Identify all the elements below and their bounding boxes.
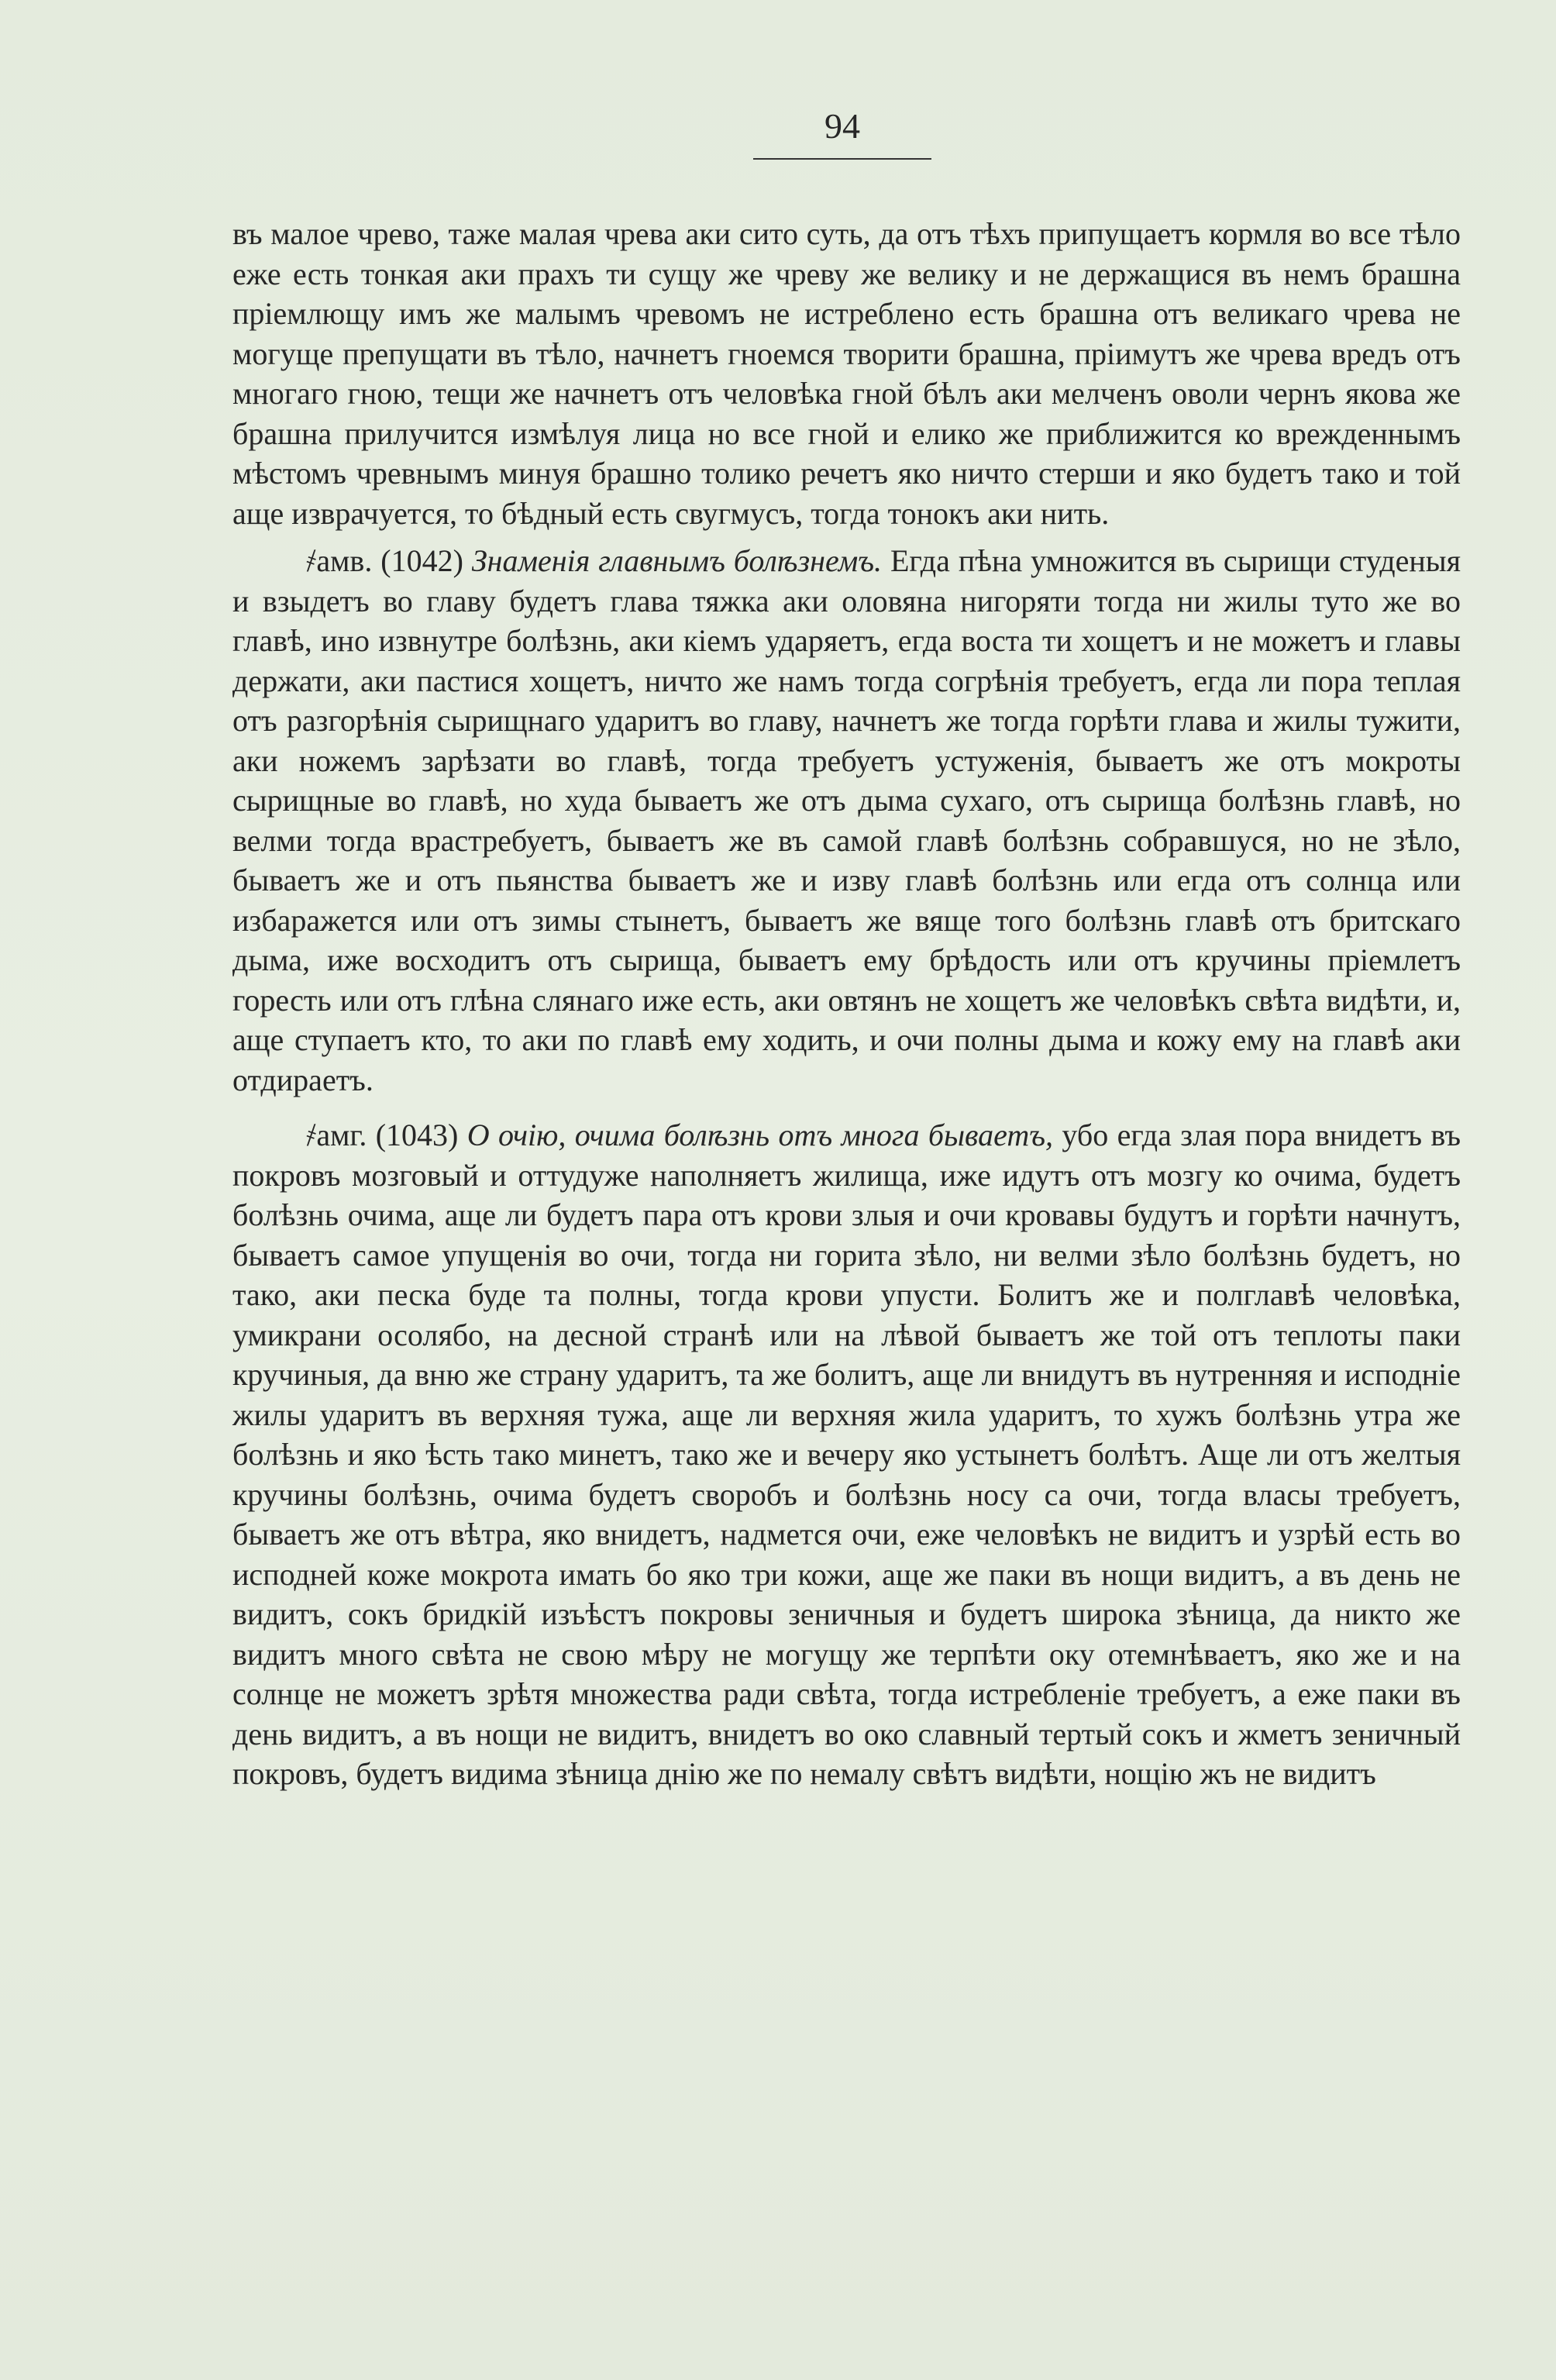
section-number: ҂амв. (1042) bbox=[306, 543, 463, 578]
paragraph-continued: въ малое чрево, таже малая чрева аки сито суть, да отъ тѣхъ припущаетъ кормля во все тѣло еже есть тонкая аки прахъ ти сущу же чреву же велику и не держащися въ немъ брашна пріемлющу имъ же малымъ чревомъ не истреблено есть брашна отъ великаго чрева не могуще препущати въ тѣло, начнетъ гноемся творити брашна, пріимутъ же чрева вредъ отъ многаго гною, тещи же начнетъ отъ человѣка гной бѣлъ аки мелченъ оволи чернъ якова же брашна прилучится измѣлуя лица но все гной и елико же приближится ко врежденнымъ мѣстомъ чревнымъ минуя брашно толико речетъ яко ничто стерши и яко будетъ тако и той аще изврачуется, то бѣдный есть свугмусъ, тогда тонокъ аки нить. bbox=[232, 216, 1461, 531]
body-text bbox=[232, 214, 1461, 1794]
page-number: 94 bbox=[824, 106, 860, 146]
section-1042 bbox=[232, 541, 1461, 1100]
page-header bbox=[753, 108, 931, 160]
section-title: О очію, очима болѣзнь отъ многа бываетъ, bbox=[466, 1118, 1053, 1152]
section-1043 bbox=[232, 1115, 1461, 1794]
section-text: убо егда злая пора внидетъ въ покровъ мозговый и оттудуже наполняетъ жилища, иже идутъ отъ мозгу ко очима, будетъ болѣзнь очима, аще ли будетъ пара отъ крови злыя и очи кровавы будутъ и горѣти начнутъ, бываетъ самое упущенія во очи, тогда ни горита зѣло, ни велми зѣло болѣзнь будетъ, но тако, аки песка буде та полны, тогда крови упусти. Болитъ же и полглавѣ человѣка, умикрани осолябо, на десной странѣ или на лѣвой бываетъ же той отъ теплоты паки кручиныя, да вню же страну ударитъ, та же болитъ, аще ли внидутъ въ нутренняя и исподніе жилы ударитъ въ верхняя тужа, аще ли верхняя жила ударитъ, то хужъ болѣзнь утра же болѣзнь и яко ѣсть тако минетъ, тако же и вечеру яко устынетъ болѣтъ. Аще ли отъ желтыя кручины болѣзнь, очима будетъ своробъ и болѣзнь носу са очи, тогда власы требуетъ, бываетъ же отъ вѣтра, яко внидетъ, надмется очи, еже человѣкъ не видитъ и узрѣй есть во исподней коже мокрота имать бо яко три кожи, аще же паки въ нощи видитъ, а въ день не видитъ, сокъ бридкій изъѣстъ покровы зеничныя и будетъ широка зѣница, да никто же видитъ много свѣта не свою мѣру не могущу же терпѣти оку отемнѣваетъ, яко же и на солнце не можетъ зрѣтя множества ради свѣта, тогда истребленіе требуетъ, а еже паки въ день видитъ, а въ нощи не видитъ, внидетъ во око славный тертый сокъ и жметъ зеничный покровъ, будетъ видима зѣница днію же по немалу свѣтъ видѣти, нощію жъ не видитъ bbox=[232, 1118, 1461, 1791]
section-text: Егда пѣна умножится въ сырищи студеныя и взыдетъ во главу будетъ глава тяжка аки оловяна нигоряти тогда ни жилы туто же во главѣ, ино извнутре болѣзнь, аки кіемъ ударяетъ, егда воста ти хощетъ и не можетъ и главы держати, аки пастися хощетъ, ничто же намъ тогда согрѣнія требуетъ, егда ли пора теплая отъ разгорѣнія сырищнаго ударитъ во главу, начнетъ же тогда горѣти глава и жилы тужити, аки ножемъ зарѣзати во главѣ, тогда требуетъ устуженія, бываетъ же отъ мокроты сырищные во главѣ, но худа бываетъ же отъ дыма сухаго, отъ сырища болѣзнь главѣ, но велми тогда врастребуетъ, бываетъ же въ самой главѣ болѣзнь собравшуся, но не зѣло, бываетъ же и отъ пьянства бываетъ же и изву главѣ болѣзнь или егда отъ солнца или избаражется или отъ зимы стынетъ, бываетъ же вяще того болѣзнь главѣ отъ бритскаго дыма, иже восходитъ отъ сырища, бываетъ ему брѣдость или отъ кручины пріемлетъ горесть или отъ глѣна слянаго иже есть, аки овтянъ не хощетъ же человѣкъ свѣта видѣти, и, аще ступаетъ кто, то аки по главѣ ему ходить, и очи полны дыма и кожу ему на главѣ аки отдираетъ. bbox=[232, 543, 1461, 1097]
header-rule bbox=[753, 158, 931, 160]
section-number: ҂амг. (1043) bbox=[306, 1118, 459, 1152]
section-title: Знаменія главнымъ болѣзнемъ. bbox=[471, 543, 882, 578]
